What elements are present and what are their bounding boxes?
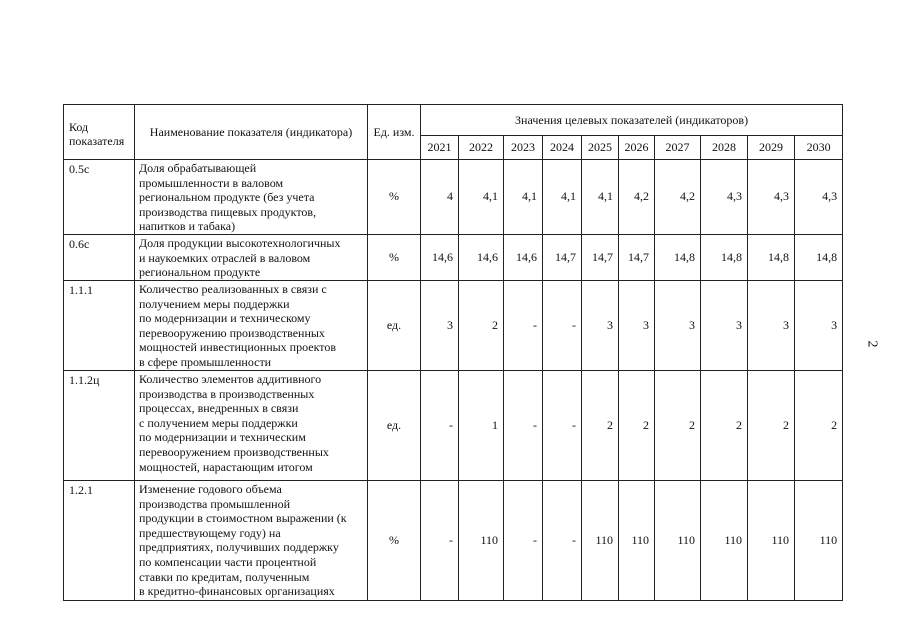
table-row: [64, 280, 843, 370]
indicator-value: 14,8: [701, 234, 748, 280]
header-name: Наименование показателя (индикатора): [135, 105, 368, 160]
indicator-name: Доля продукции высокотехнологичных и наукоемких отраслей в валовом региональном продукте: [135, 234, 368, 280]
table-row: [64, 480, 843, 600]
table-row: [64, 370, 843, 480]
indicator-value: -: [543, 480, 582, 600]
indicator-value: 4,3: [748, 160, 795, 235]
indicator-value: -: [504, 480, 543, 600]
indicator-value: 110: [459, 480, 504, 600]
indicator-unit: ед.: [368, 280, 421, 370]
indicator-value: -: [421, 370, 459, 480]
year-header: 2025: [582, 136, 619, 160]
indicator-value: 1: [459, 370, 504, 480]
indicator-value: 4,1: [582, 160, 619, 235]
indicator-value: 2: [795, 370, 843, 480]
year-header: 2021: [421, 136, 459, 160]
indicator-value: 14,7: [582, 234, 619, 280]
indicator-value: -: [421, 480, 459, 600]
indicator-value: 3: [655, 280, 701, 370]
year-header: 2024: [543, 136, 582, 160]
indicator-value: 2: [582, 370, 619, 480]
indicator-value: 110: [582, 480, 619, 600]
indicator-name: Изменение годового объема производства промышленной продукции в стоимостном выражении (к предшествующему году) на предприятиях, получивших поддержку по компенсации части процентной ставки по кредитам, полученным в кредитно-финансовых организациях: [135, 480, 368, 600]
header-values-group: Значения целевых показателей (индикаторов): [421, 105, 843, 136]
header-row: [64, 105, 843, 136]
indicator-value: 110: [655, 480, 701, 600]
indicator-value: 4,3: [795, 160, 843, 235]
indicator-unit: %: [368, 160, 421, 235]
indicator-value: 2: [619, 370, 655, 480]
indicator-value: -: [504, 280, 543, 370]
indicator-value: 4,3: [701, 160, 748, 235]
indicator-code: 1.1.2ц: [64, 370, 135, 480]
table-row: [64, 234, 843, 280]
indicator-unit: %: [368, 234, 421, 280]
indicator-code: 1.1.1: [64, 280, 135, 370]
indicator-code: 0.6с: [64, 234, 135, 280]
year-header: 2023: [504, 136, 543, 160]
indicator-value: 4,2: [619, 160, 655, 235]
indicator-value: 14,7: [619, 234, 655, 280]
year-header: 2030: [795, 136, 843, 160]
indicator-value: 4,1: [459, 160, 504, 235]
indicator-name: Количество реализованных в связи с получением меры поддержки по модернизации и техническому перевооружению производственных мощностей инвестиционных проектов в сфере промышленности: [135, 280, 368, 370]
indicator-value: -: [543, 370, 582, 480]
indicator-unit: %: [368, 480, 421, 600]
indicator-value: 14,7: [543, 234, 582, 280]
year-header: 2028: [701, 136, 748, 160]
indicator-value: 3: [748, 280, 795, 370]
year-header: 2022: [459, 136, 504, 160]
indicator-value: 2: [748, 370, 795, 480]
indicator-value: 3: [701, 280, 748, 370]
page-number: 2: [864, 340, 880, 348]
indicator-value: 14,6: [459, 234, 504, 280]
year-header: 2026: [619, 136, 655, 160]
indicators-table: [63, 104, 843, 601]
indicator-unit: ед.: [368, 370, 421, 480]
indicator-value: 3: [619, 280, 655, 370]
indicator-value: 2: [655, 370, 701, 480]
indicator-code: 0.5с: [64, 160, 135, 235]
indicator-value: 110: [701, 480, 748, 600]
indicator-name: Количество элементов аддитивного производства в производственных процессах, внедренных в связи с получением меры поддержки по модернизации и техническим перевооружением производственных мощностей, нарастающим итогом: [135, 370, 368, 480]
indicator-value: 4,1: [543, 160, 582, 235]
indicator-value: 3: [421, 280, 459, 370]
indicator-value: 14,8: [655, 234, 701, 280]
indicator-value: -: [504, 370, 543, 480]
year-header: 2029: [748, 136, 795, 160]
indicator-value: 2: [701, 370, 748, 480]
indicator-value: 110: [795, 480, 843, 600]
indicator-value: 14,8: [748, 234, 795, 280]
indicator-value: 3: [795, 280, 843, 370]
indicator-value: -: [543, 280, 582, 370]
indicator-value: 110: [619, 480, 655, 600]
header-unit: Ед. изм.: [368, 105, 421, 160]
indicator-value: 14,6: [504, 234, 543, 280]
year-header: 2027: [655, 136, 701, 160]
table-row: [64, 160, 843, 235]
indicator-name: Доля обрабатывающей промышленности в валовом региональном продукте (без учета производства пищевых продуктов, напитков и табака): [135, 160, 368, 235]
indicator-value: 4,2: [655, 160, 701, 235]
indicator-code: 1.2.1: [64, 480, 135, 600]
indicator-value: 14,8: [795, 234, 843, 280]
indicator-value: 14,6: [421, 234, 459, 280]
indicator-value: 4: [421, 160, 459, 235]
indicator-value: 3: [582, 280, 619, 370]
indicator-value: 4,1: [504, 160, 543, 235]
header-code: Код показателя: [64, 105, 135, 160]
indicator-value: 2: [459, 280, 504, 370]
indicator-value: 110: [748, 480, 795, 600]
